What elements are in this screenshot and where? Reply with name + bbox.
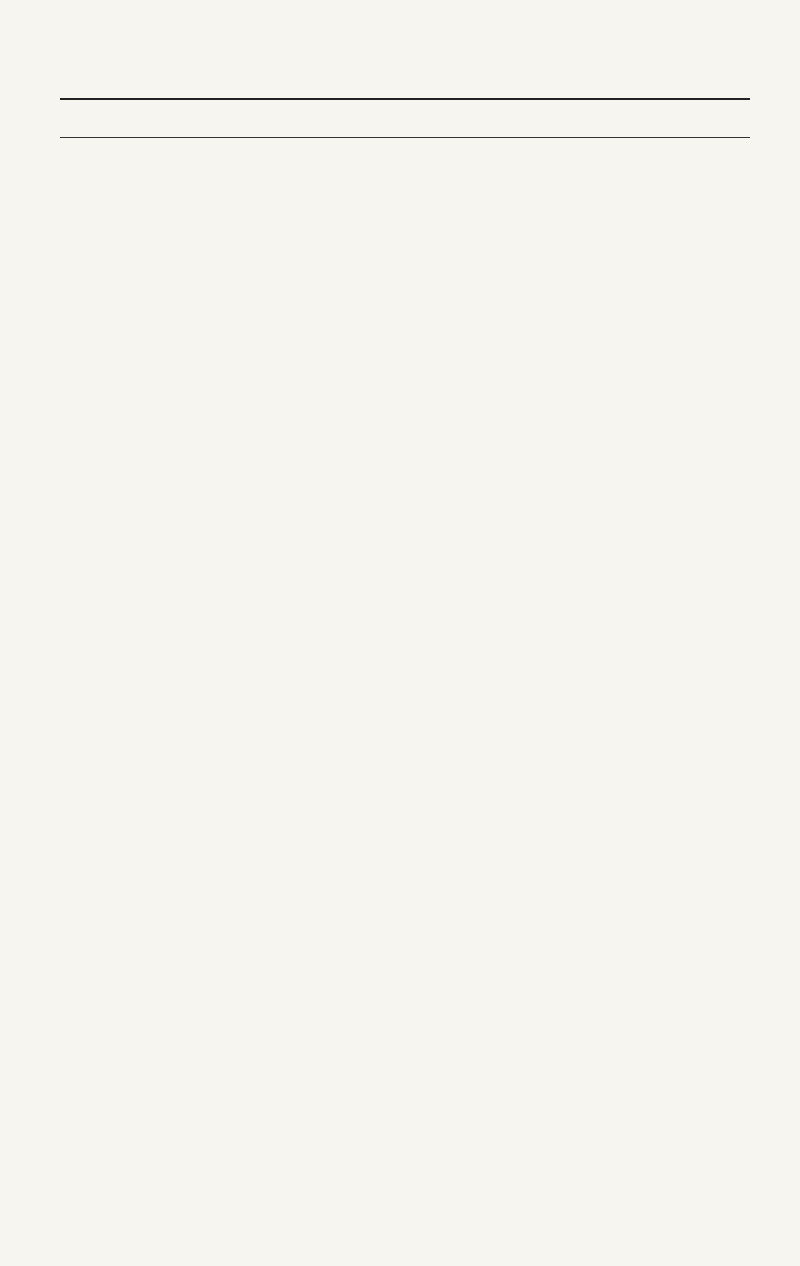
- subtitle-rule: [60, 137, 750, 138]
- title-rule: [60, 98, 750, 100]
